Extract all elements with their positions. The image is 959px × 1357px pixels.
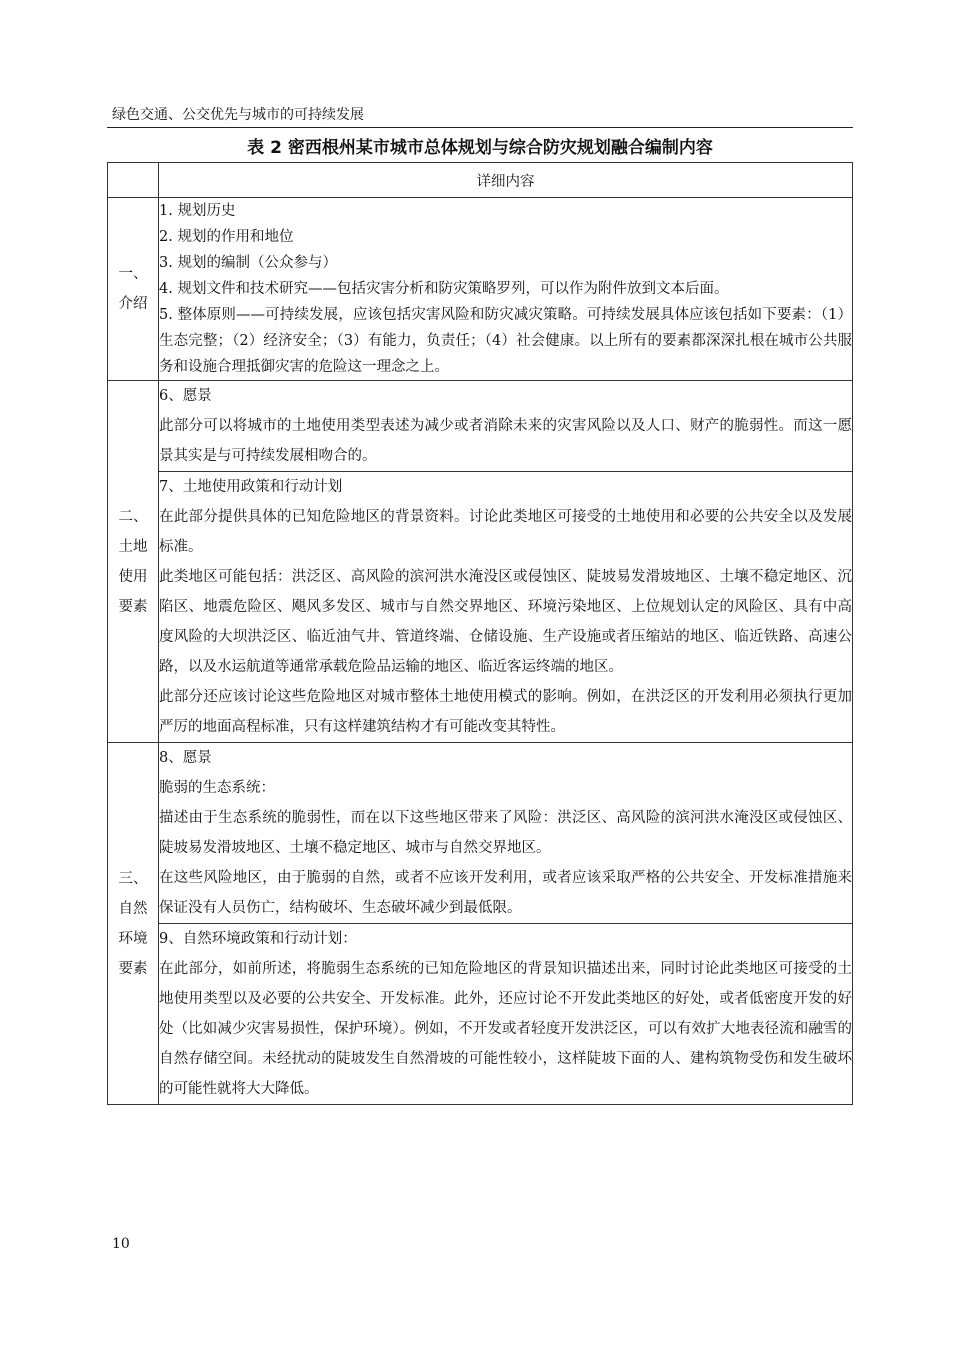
block-title: 6、愿景 (159, 388, 212, 404)
table-header-row (108, 163, 853, 198)
block-body (159, 924, 852, 1104)
block-title: 8、愿景 (159, 750, 212, 766)
list-item: 1. 规划历史 (159, 203, 236, 219)
label-line: 环境 (118, 930, 148, 947)
label-line: 使用 (118, 568, 148, 585)
block-title: 7、土地使用政策和行动计划 (159, 479, 343, 495)
section-row-nature-b (108, 924, 853, 1105)
landuse-policy-block (159, 472, 853, 743)
paragraph: 此部分还应该讨论这些危险地区对城市整体土地使用模式的影响。例如，在洪泛区的开发利用必须执行更加严厉的地面高程标准，只有这样建筑结构才有可能改变其特性。 (159, 689, 852, 735)
label-line: 三、 (118, 870, 148, 887)
section-row-nature-a (108, 743, 853, 924)
column-header-detail: 详细内容 (159, 163, 853, 198)
running-header: 绿色交通、公交优先与城市的可持续发展 (112, 107, 364, 123)
list-item: 5. 整体原则——可持续发展，应该包括灾害风险和防灾减灾策略。可持续发展具体应该包括如下要素：（1）生态完整；（2）经济安全；（3）有能力，负责任；（4）社会健康。以上所有的要素都深深扎根在城市公共服务和设施合理抵御灾害的危险这一理念之上。 (159, 307, 852, 375)
label-line: 要素 (118, 598, 148, 615)
nature-vision-block (159, 743, 853, 924)
block-body (159, 381, 852, 471)
intro-list (159, 198, 852, 380)
paragraph: 描述由于生态系统的脆弱性，而在以下这些地区带来了风险：洪泛区、高风险的滨河洪水淹没区或侵蚀区、陡坡易发滑坡地区、土壤不稳定地区、城市与自然交界地区。 (159, 810, 852, 856)
label-line: 自然 (118, 900, 148, 917)
section-row-landuse-a (108, 381, 853, 472)
section-label-nature (108, 743, 159, 1105)
header-empty-cell (108, 163, 159, 198)
section-label-landuse (108, 381, 159, 743)
section-row-intro (108, 198, 853, 381)
list-item: 3. 规划的编制（公众参与） (159, 255, 337, 271)
label-line: 土地 (118, 538, 148, 555)
paragraph: 此类地区可能包括：洪泛区、高风险的滨河洪水淹没区或侵蚀区、陡坡易发滑坡地区、土壤不稳定地区、沉陷区、地震危险区、飓风多发区、城市与自然交界地区、环境污染地区、上位规划认定的风险区、具有中高度风险的大坝洪泛区、临近油气井、管道终端、仓储设施、生产设施或者压缩站的地区、临近铁路、高速公路，以及水运航道等通常承载危险品运输的地区、临近客运终端的地区。 (159, 569, 852, 675)
planning-content-table (107, 162, 853, 1105)
section-label-intro (108, 198, 159, 381)
list-item: 2. 规划的作用和地位 (159, 229, 294, 245)
nature-policy-block (159, 924, 853, 1105)
page-number: 10 (112, 1236, 130, 1252)
label-line: 二、 (118, 508, 148, 525)
label-line: 要素 (118, 960, 148, 977)
table-title: 表 2 密西根州某市城市总体规划与综合防灾规划融合编制内容 (247, 138, 713, 158)
header-rule (107, 127, 853, 128)
paragraph: 在此部分，如前所述，将脆弱生态系统的已知危险地区的背景知识描述出来，同时讨论此类地区可接受的土地使用类型以及必要的公共安全、开发标准。此外，还应讨论不开发此类地区的好处，或者低密度开发的好处（比如减少灾害易损性，保护环境）。例如，不开发或者轻度开发洪泛区，可以有效扩大地表径流和融雪的自然存储空间。未经扰动的陡坡发生自然滑坡的可能性较小，这样陡坡下面的人、建构筑物受伤和发生破坏的可能性就将大大降低。 (159, 961, 852, 1097)
landuse-vision-block (159, 381, 853, 472)
section-row-landuse-b (108, 472, 853, 743)
section-content-intro (159, 198, 853, 381)
block-body (159, 472, 852, 742)
block-body (159, 743, 852, 923)
label-line: 介绍 (118, 296, 148, 312)
paragraph: 在这些风险地区，由于脆弱的自然，或者不应该开发利用，或者应该采取严格的公共安全、开发标准措施来保证没有人员伤亡，结构破坏、生态破坏减少到最低限。 (159, 870, 852, 916)
paragraph: 在此部分提供具体的已知危险地区的背景资料。讨论此类地区可接受的土地使用和必要的公共安全以及发展标准。 (159, 509, 852, 555)
paragraph: 脆弱的生态系统： (159, 780, 275, 796)
label-line: 一、 (118, 266, 148, 282)
paragraph: 此部分可以将城市的土地使用类型表述为减少或者消除未来的灾害风险以及人口、财产的脆弱性。而这一愿景其实是与可持续发展相吻合的。 (159, 418, 852, 464)
block-title: 9、自然环境政策和行动计划： (159, 931, 357, 947)
list-item: 4. 规划文件和技术研究——包括灾害分析和防灾策略罗列，可以作为附件放到文本后面。 (159, 281, 729, 297)
